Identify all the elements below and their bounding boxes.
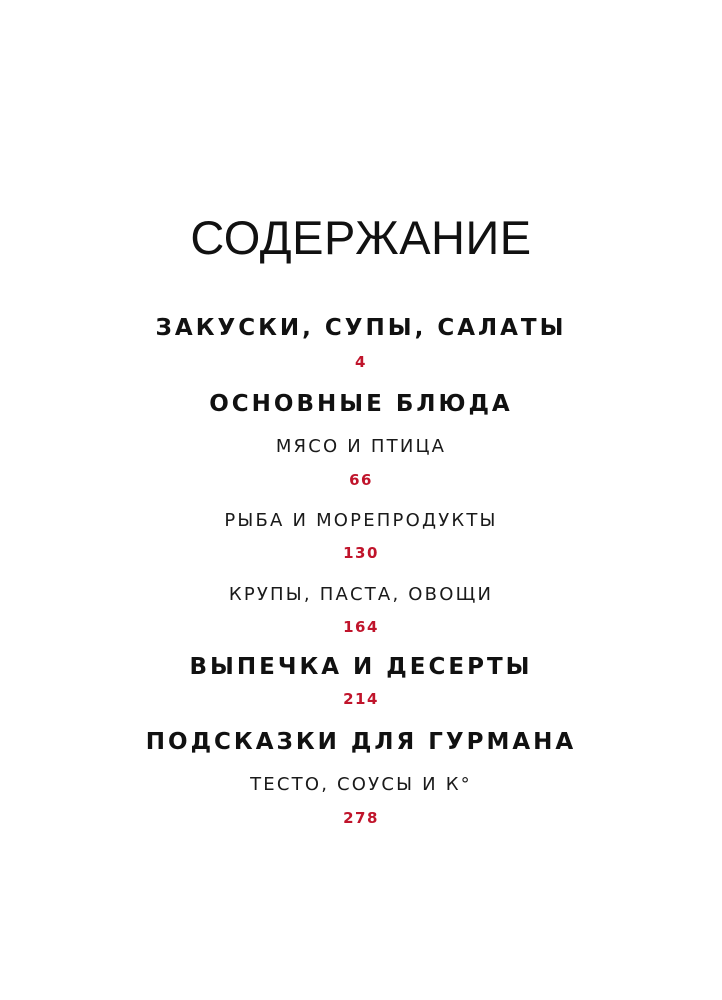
toc-page-number: 4 [355,353,367,371]
toc-page-number: 214 [343,690,379,708]
page-title: СОДЕРЖАНИЕ [190,211,532,264]
toc-subsection-fish-seafood: РЫБА И МОРЕПРОДУКТЫ [224,510,498,531]
toc-page-number: 164 [343,618,379,636]
toc-section-baking-desserts: ВЫПЕЧКА И ДЕСЕРТЫ [189,654,533,680]
toc-page-number: 278 [343,809,379,827]
toc-section-main-courses: ОСНОВНЫЕ БЛЮДА [209,391,513,417]
toc-section-appetizers: ЗАКУСКИ, СУПЫ, САЛАТЫ [155,315,567,341]
toc-subsection-grains-pasta-vegetables: КРУПЫ, ПАСТА, ОВОЩИ [228,584,494,605]
toc-section-gourmet-tips: ПОДСКАЗКИ ДЛЯ ГУРМАНА [145,729,577,755]
toc-page-number: 66 [349,471,373,489]
toc-page-number: 130 [343,544,379,562]
toc-subsection-dough-sauces: ТЕСТО, СОУСЫ И К° [250,774,472,795]
toc-subsection-meat-poultry: МЯСО И ПТИЦА [275,436,447,457]
